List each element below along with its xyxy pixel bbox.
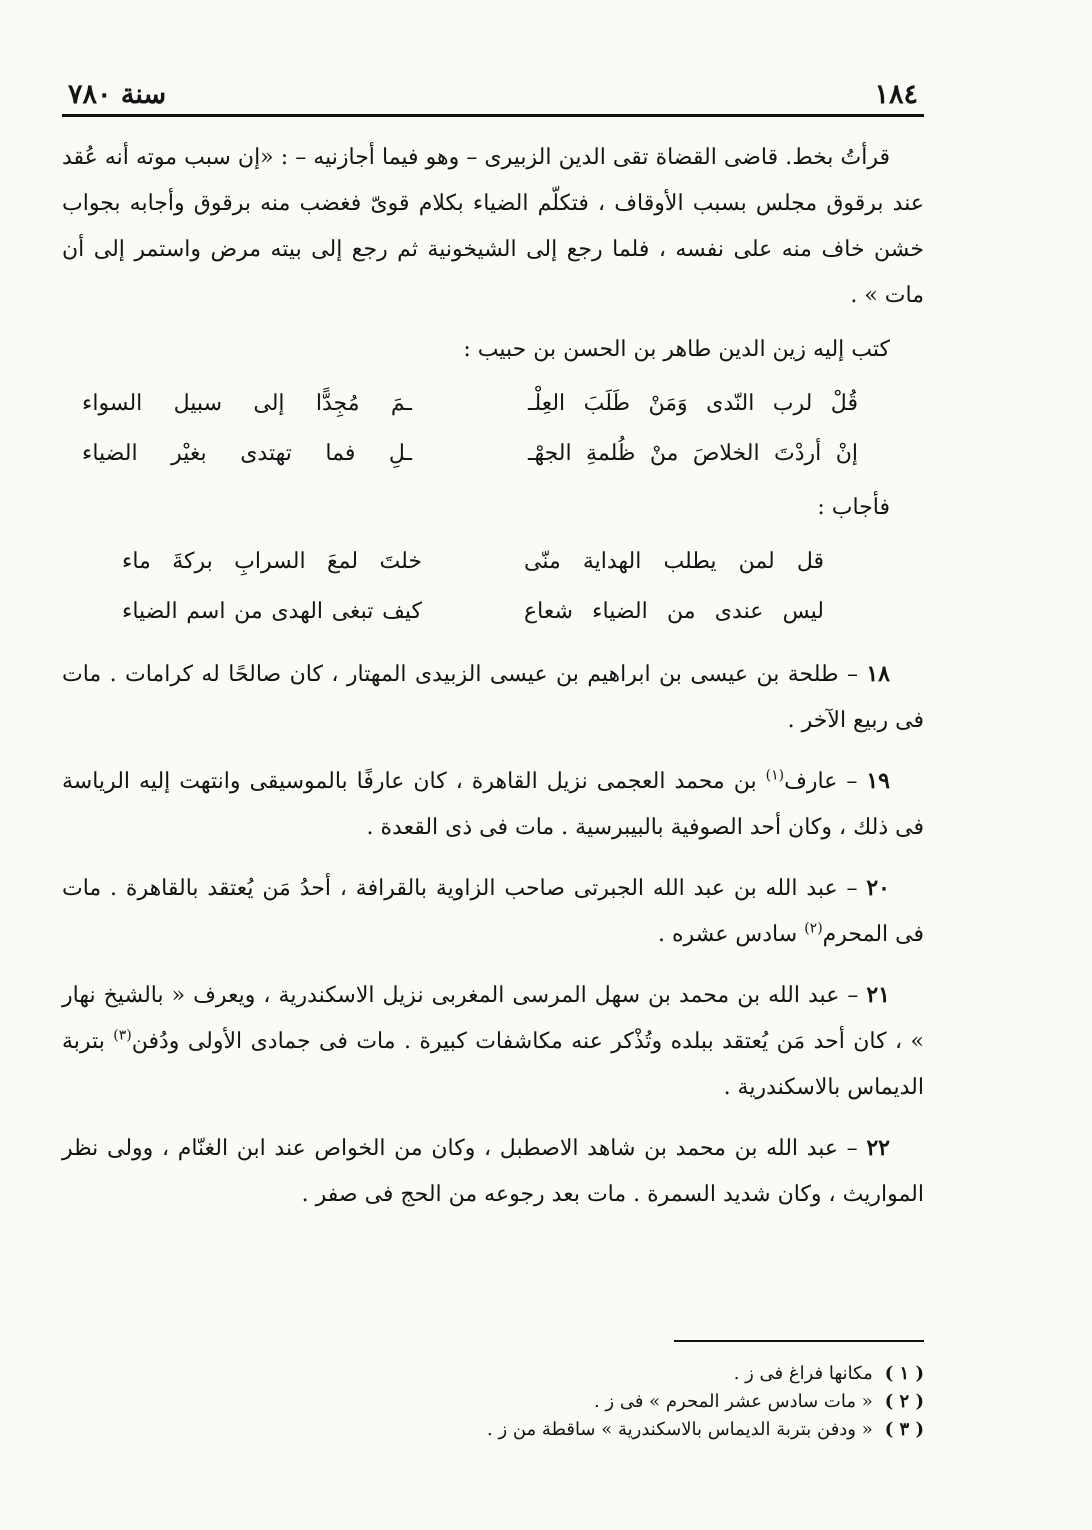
footnote-number: ( ٢ ) — [884, 1391, 924, 1412]
footnote-rule — [674, 1340, 924, 1342]
hemistich-first: قُلْ لرب النّدى وَمَنْ طَلَبَ العِلْـ — [528, 391, 858, 416]
entry-text: – عبد الله بن محمد بن شاهد الاصطبل ، وكان من الخواص عند ابن الغنّام ، وولى نظر المواريث ، وكان شديد السمرة . مات بعد رجوعه من الحج فى صفر . — [62, 1136, 924, 1207]
footnote-number: ( ٣ ) — [884, 1419, 924, 1440]
footnote-marker[interactable]: (١) — [765, 767, 785, 784]
entry-number: ١٨ — [866, 661, 890, 687]
entry-20 — [62, 865, 924, 958]
entry-21 — [62, 972, 924, 1111]
entry-19 — [62, 758, 924, 851]
entry-text: – عبد الله بن عبد الله الجبرتى صاحب الزاوية بالقرافة ، أحدُ مَن يُعتقد بالقاهرة . مات فى المحرم — [62, 876, 924, 947]
hemistich-first: قل لمن يطلب الهداية منّى — [524, 549, 824, 574]
footnote-text: « مات سادس عشر المحرم » فى ز . — [593, 1391, 873, 1412]
footnote-marker[interactable]: (٣) — [113, 1027, 132, 1044]
footnote-text: « ودفن بتربة الديماس بالاسكندرية » ساقطة من ز . — [487, 1419, 873, 1440]
entry-text: بن محمد العجمى نزيل القاهرة ، كان عارفًا بالموسيقى وانتهت إليه الرياسة فى ذلك ، وكان أحد الصوفية بالبيبرسية . مات فى ذى القعدة . — [62, 769, 924, 840]
footnote-text: مكانها فراغ فى ز . — [733, 1363, 873, 1384]
verse-line — [62, 537, 924, 587]
footnote — [62, 1388, 924, 1416]
intro-paragraph: قرأتُ بخط. قاضى القضاة تقى الدين الزبيرى – وهو فيما أجازنيه – : «إن سبب موته أنه عُقد عند برقوق مجلس بسبب الأوقاف ، فتكلّم الضياء بكلام قوىّ فغضب منه برقوق وأجابه بجواب خشن خاف منه على نفسه ، فلما رجع إلى الشيخونية ثم رجع إلى بيته مرض واستمر إلى أن مات » . — [62, 145, 924, 308]
hemistich-first: إنْ أردْتَ الخلاصَ منْ ظُلمةِ الجهْـ — [528, 441, 858, 466]
entry-number: ٢٢ — [866, 1135, 890, 1161]
running-header — [62, 70, 924, 110]
verses-block-1 — [62, 379, 924, 479]
hemistich-first: ليس عندى من الضياء شعاع — [524, 599, 824, 624]
verses-block-2 — [62, 537, 924, 637]
main-text — [62, 135, 924, 1218]
reply-intro: فأجاب : — [817, 495, 890, 520]
entry-18 — [62, 651, 924, 744]
entry-text: بتربة الديماس بالاسكندرية . — [62, 1029, 924, 1100]
footnote — [62, 1360, 924, 1388]
entry-text: – عبد الله بن محمد بن سهل المرسى المغربى نزيل الاسكندرية ، ويعرف « بالشيخ نهار » ، كان أحد مَن يُعتقد ببلده وتُذْكر عنه مكاشفات كبيرة . مات فى جمادى الأولى ودُفن — [62, 983, 924, 1054]
entry-22 — [62, 1125, 924, 1218]
page — [62, 70, 924, 1226]
footnote — [62, 1416, 924, 1444]
header-rule — [62, 114, 924, 117]
entry-number: ٢٠ — [866, 875, 890, 901]
hemistich-second: ـمَ مُجِدًّا إلى سبيل السواء — [82, 391, 412, 416]
page-number: ١٨٤ — [874, 79, 918, 110]
entry-text: – طلحة بن عيسى بن ابراهيم بن عيسى الزبيدى المهتار ، كان صالحًا له كرامات . مات فى ربيع الآخر . — [62, 662, 924, 733]
entry-number: ١٩ — [866, 768, 890, 794]
year-label: سنة ٧٨٠ — [68, 79, 167, 110]
verse-line — [62, 379, 924, 429]
footnotes — [62, 1340, 924, 1444]
verse-line — [62, 587, 924, 637]
verse-intro: كتب إليه زين الدين طاهر بن الحسن بن حبيب : — [463, 337, 890, 362]
hemistich-second: ـلِ فما تهتدى بغيْر الضياء — [82, 441, 412, 466]
entry-text: – عارف — [784, 769, 867, 794]
entry-text: سادس عشره . — [658, 922, 805, 947]
verse-line — [62, 429, 924, 479]
hemistich-second: خلتَ لمعَ السرابِ بركةَ ماء — [122, 549, 422, 574]
hemistich-second: كيف تبغى الهدى من اسم الضياء — [122, 599, 422, 624]
footnote-marker[interactable]: (٢) — [804, 920, 823, 937]
footnote-number: ( ١ ) — [884, 1363, 924, 1384]
entry-number: ٢١ — [866, 982, 890, 1008]
